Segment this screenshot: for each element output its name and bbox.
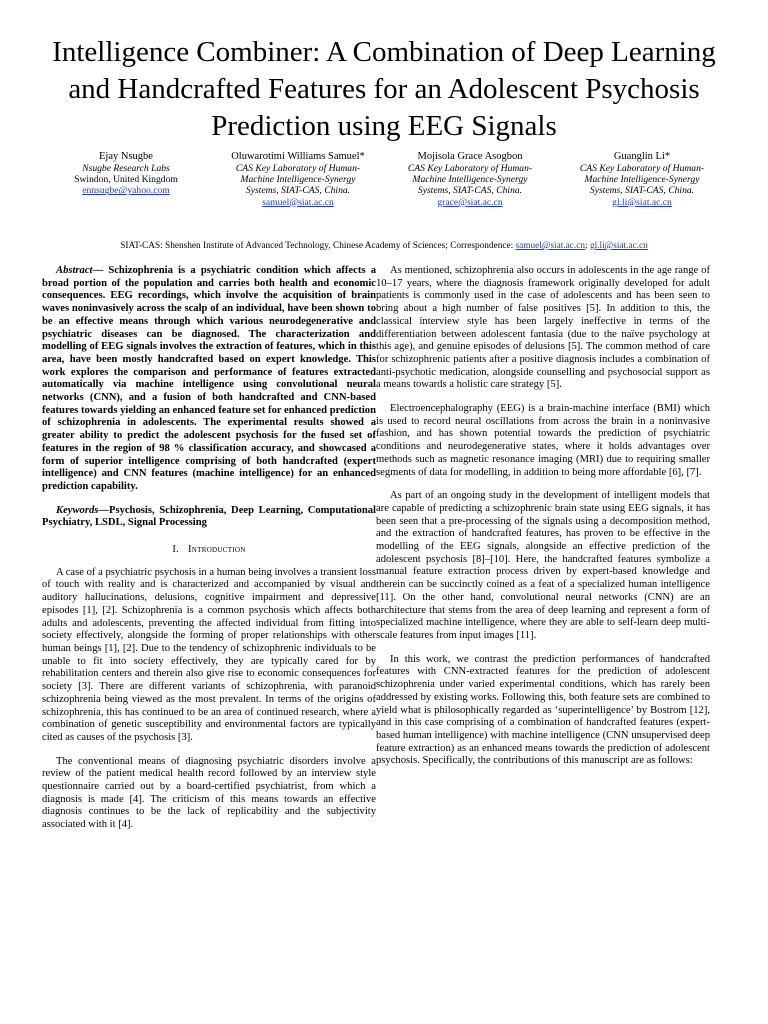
author-affiliation: Nsugbe Research Labs bbox=[82, 163, 170, 174]
section-title: Introduction bbox=[187, 544, 246, 556]
author-affiliation: Machine Intelligence-Synergy bbox=[412, 174, 528, 186]
author-1 bbox=[40, 150, 212, 208]
abstract-dash: — bbox=[92, 265, 109, 276]
author-3 bbox=[384, 150, 556, 208]
author-block bbox=[40, 150, 728, 208]
body-paragraph: As mentioned, schizophrenia also occurs in adolescents in the age range of 10–17 years, where the diagnosis framework originally developed for adult patients is commonly used in the case of adolescents and has been seen to bring about a high number of false positives [5]. In addition to this, the classical interview style has been largely ineffective in terms of the differentiation between adolescent fantasia (due to the naïve psychology at this age), and genuine episodes of delusions [5]. The common method of care for schizophrenic patients after a positive diagnosis includes a combination of anti-psychotic medication, alongside counselling and psychosocial support as a means towards a holistic care strategy [5]. bbox=[376, 265, 710, 391]
author-affiliation: CAS Key Laboratory of Human- bbox=[235, 163, 361, 174]
author-affiliation: Machine Intelligence-Synergy bbox=[240, 174, 356, 186]
correspondence-email-link[interactable]: gl.li@siat.ac.cn bbox=[589, 241, 648, 251]
author-affiliation: Machine Intelligence-Synergy bbox=[584, 174, 700, 186]
author-affiliation: CAS Key Laboratory of Human- bbox=[579, 163, 705, 174]
author-email-link[interactable]: grace@siat.ac.cn bbox=[437, 196, 503, 208]
keywords-text: —Psychosis, Schizophrenia, Deep Learning, Computational Psychiatry, LSDL, Signal Processing bbox=[42, 504, 376, 529]
left-column bbox=[42, 265, 376, 843]
keywords-label: Keywords bbox=[56, 504, 99, 516]
body-paragraph: A case of a psychiatric psychosis in a human being involves a transient loss of touch with reality and is characterized and accompanied by visual and auditory hallucinations, delusions, cognitive impairment and depressive episodes [1], [2]. Schizophrenia is a common psychosis which affects both adults and adolescents, preventing the affected individual from fitting into society effectively, alongside the forming of proper relationships with other human beings [1], [2]. Due to the tendency of schizophrenic individuals to be unable to fit into society effectively, they are typically cared for by rehabilitation centers and therein also give rise to economic consequences for society [3]. There are different variants of schizophrenia, with paranoid schizophrenia being viewed as the most prevalent. In terms of the origins of schizophrenia, this has continued to be an area of continued research, where a combination of genetic susceptibility and environmental factors are typically cited as causes of the psychosis [3]. bbox=[42, 566, 376, 743]
author-affiliation: Systems, SIAT-CAS, China. bbox=[417, 185, 523, 197]
author-2 bbox=[212, 150, 384, 208]
author-affiliation: Systems, SIAT-CAS, China. bbox=[589, 185, 695, 197]
body-paragraph: In this work, we contrast the prediction performances of handcrafted features with CNN-extracted features for the prediction of adolescent schizophrenia under varied experimental conditions, which has rarely been addressed by existing works. Following this, both feature sets are combined to yield what is philosophically regarded as ‘superintelligence’ by Bostrom [12], and in this case comprising of a combination of handcrafted features (expert-based human intelligence) with machine intelligence (CNN unsupervised deep feature extraction) as an enhanced means towards the prediction of adolescent psychosis. Specifically, the contributions of this manuscript are as follows: bbox=[376, 653, 710, 767]
paper-title: Intelligence Combiner: A Combination of Deep Learning and Handcrafted Features for an Adolescent Psychosis Prediction using EEG Signals bbox=[52, 36, 716, 142]
email-separator: ; bbox=[585, 241, 590, 251]
author-name: Mojisola Grace Asogbon bbox=[417, 151, 523, 162]
abstract bbox=[42, 265, 376, 494]
body-paragraph: The conventional means of diagnosing psychiatric disorders involve a review of the patient medical health record followed by an interview style questionnaire carried out by a board-certified psychiatrist, from which a diagnosis is made [4]. The criticism of this means towards an effective diagnosis continues to be the lack of replicability and the subjectivity associated with it [4]. bbox=[42, 755, 376, 831]
section-heading bbox=[42, 544, 376, 557]
abstract-label: Abstract bbox=[56, 265, 93, 276]
keywords bbox=[42, 505, 376, 530]
abstract-text: Schizophrenia is a psychiatric condition which affects a broad portion of the population and carries both health and economic consequences. EEG recordings, which involve the acquisition of brain waves noninvasively across the scalp of an individual, have been shown to be an effective means through which various neurodegenerative and psychiatric diseases can be diagnosed. The characterization and modelling of EEG signals involves the extraction of features, which in this area, have been mostly handcrafted based on expert knowledge. This work explores the comparison and performance of features extracted automatically via machine intelligence using convolutional neural networks (CNN), and a fusion of both handcrafted and CNN-based features towards yielding an enhanced feature set for enhanced prediction of schizophrenia in adolescents. The experimental results showed a greater ability to predict the adolescent psychosis for the fused set of features in the region of 98 % classification accuracy, and showcased a form of superior intelligence comprising of both handcrafted (expert intelligence) and CNN features (machine intelligence) for an enhanced prediction capability. bbox=[42, 265, 376, 492]
author-email-link[interactable]: ennsugbe@yahoo.com bbox=[82, 185, 170, 197]
author-location: Swindon, United Kingdom bbox=[74, 174, 178, 186]
right-column bbox=[376, 265, 710, 779]
author-name: Guanglin Li* bbox=[613, 151, 671, 162]
body-paragraph: As part of an ongoing study in the development of intelligent models that are capable of predicting a schizophrenic brain state using EEG signals, it has been seen that a pre-processing of the signals using a decomposition method, and the extraction of handcrafted features, has proven to be effective in the modelling of the EEG signals, alongside an effective prediction of the adolescent psychosis [8]–[10]. Here, the handcrafted features symbolize a manual feature extraction process driven by expert-based knowledge and therein can be succinctly coined as a feat of a specialized human intelligence [11]. On the other hand, convolutional neural networks (CNN) are an architecture that stems from the area of deep learning and represent a form of specialized machine intelligence, where they are able to self-learn deep multi-scale features from input images [11]. bbox=[376, 490, 710, 641]
correspondence-email-link[interactable]: samuel@siat.ac.cn bbox=[515, 241, 586, 251]
author-affiliation: Systems, SIAT-CAS, China. bbox=[245, 185, 351, 197]
author-4 bbox=[556, 150, 728, 208]
body-paragraph: Electroencephalography (EEG) is a brain-machine interface (BMI) which is used to record neural oscillations from across the brain in a noninvasive fashion, and has shown potential towards the prediction of psychiatric conditions and neurodegenerative states, where it holds advantages over methods such as magnetic resonance imaging (MRI) due to requiring smaller segments of data for modelling, in addition to being more affordable [6], [7]. bbox=[376, 403, 710, 478]
author-email-link[interactable]: samuel@siat.ac.cn bbox=[262, 196, 334, 208]
author-affiliation: CAS Key Laboratory of Human- bbox=[407, 163, 533, 174]
author-name: Ejay Nsugbe bbox=[99, 151, 153, 162]
section-number: I. bbox=[172, 544, 180, 556]
institution-text: SIAT-CAS: Shenshen Institute of Advanced Technology, Chinese Academy of Sciences; Correspondence: bbox=[120, 241, 516, 251]
author-email-link[interactable]: gl.li@siat.ac.cn bbox=[612, 196, 672, 208]
author-name: Oluwarotimi Williams Samuel* bbox=[231, 151, 365, 162]
institution-note bbox=[30, 240, 738, 252]
